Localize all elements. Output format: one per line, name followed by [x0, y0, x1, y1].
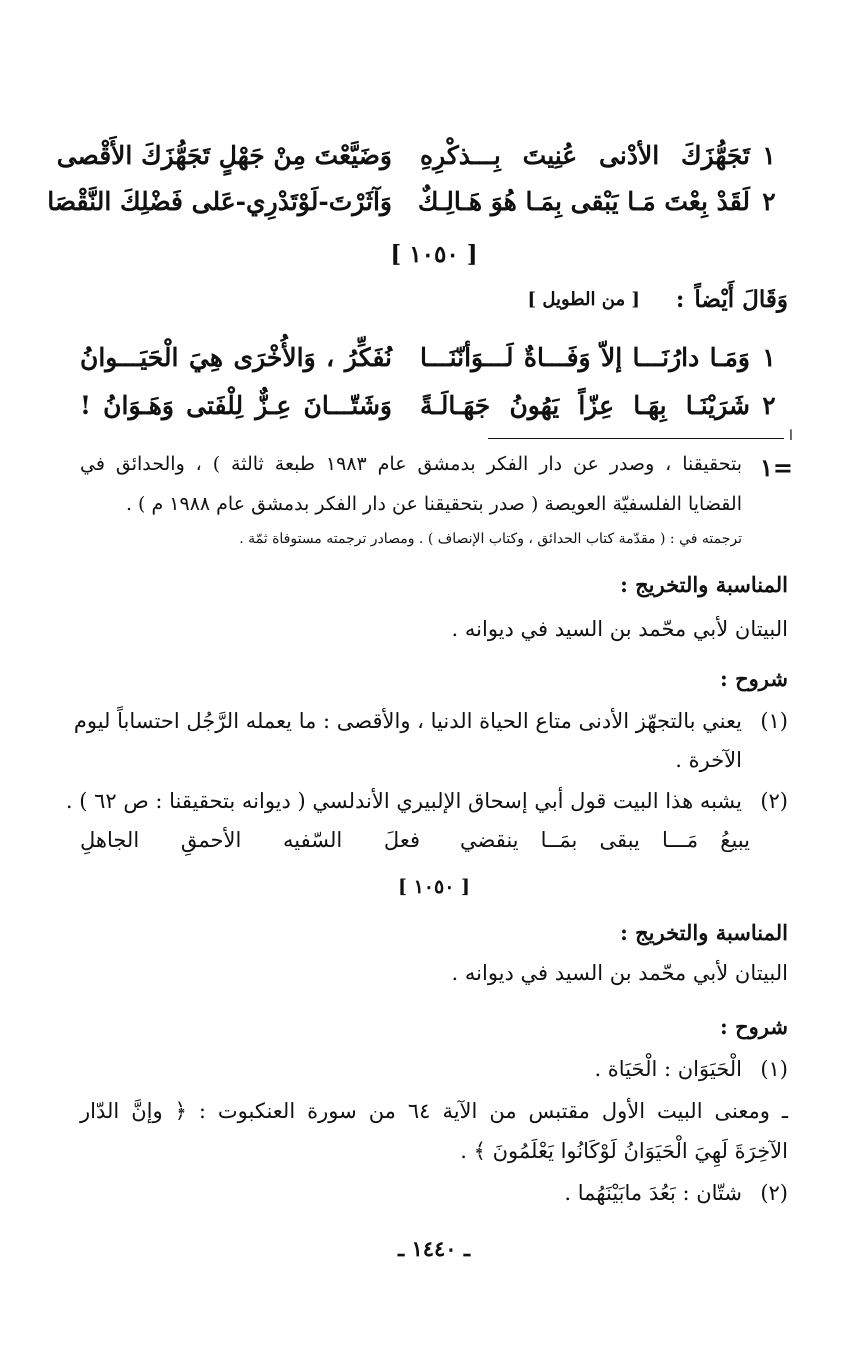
verse-row: [80, 336, 788, 380]
note-item: [80, 1052, 788, 1086]
section-heading: [ ١٠٥٠ ]: [397, 876, 471, 898]
page-number: ـ ١٤٤٠ ـ: [397, 1236, 471, 1261]
notes-text: البيتان لأبي محّمد بن السيد في ديوانه .: [451, 961, 788, 985]
note-text-continued: الآخرة .: [675, 748, 742, 772]
note-text: يشبه هذا البيت قول أبي إسحاق الإلبيري الأندلسي ( ديوانه بتحقيقنا : ص ٦٢ ) .: [65, 789, 742, 813]
note-text: الْحَيَوَان : الْحَيَاة .: [594, 1057, 742, 1081]
footnote-separator: [488, 438, 784, 439]
notes-heading: المناسبة والتخريج :: [620, 920, 788, 945]
verse-first-hemistich: تَجَهُّزَكَ الأدْنى عُنِيتَ بِـــذكْرِهِ: [420, 141, 750, 170]
verse-row: [47, 180, 788, 224]
verse-number: ٢: [762, 391, 776, 420]
note-text: يعني بالتجهّز الأدنى متاع الحياة الدنيا ، والأقصى : ما يعمله الرَّجُل احتساباً ليوم: [73, 709, 742, 733]
poem-meter: [ من الطويل ]: [527, 288, 640, 310]
footnote-tick: ا: [789, 428, 793, 444]
verse-second-hemistich: وَآثَرْتَ-لَوْتَدْرِي-عَلى فَضْلِكَ النَّقْصَا: [47, 187, 392, 216]
shuruh-heading: شروح :: [720, 1014, 788, 1039]
note-item: [73, 704, 788, 738]
note-item: [65, 784, 788, 818]
poem-intro-text: وَقَالَ أَيْضاً: [694, 285, 788, 313]
note-paragraph: ـ ومعنى البيت الأول مقتبس من الآية ٦٤ من سورة العنكبوت : ﴿ وإنَّ الدّار: [80, 1099, 788, 1123]
notes-text: البيتان لأبي محّمد بن السيد في ديوانه .: [451, 617, 788, 641]
verse-row: [56, 134, 788, 178]
verse-number: ١: [762, 343, 776, 372]
note-number: (١): [760, 709, 788, 733]
verse-second-hemistich: وَشَتّـــانَ عِـزٌّ لِلْفَتى وَهَـوَانُ !: [80, 391, 392, 420]
notes-heading: المناسبة والتخريج :: [620, 572, 788, 597]
quoted-verse-first: يبيعُ مَـــا يبقى بمَــا ينقضي: [460, 828, 750, 852]
verse-number: ١: [762, 141, 776, 170]
footnote-marker: ١=: [760, 453, 793, 482]
verse-first-hemistich: لَقَدْ بِعْتَ مَـا يَبْقى بِمَـا هُوَ هَـالِـكٌ: [417, 187, 750, 216]
quoted-verse: [80, 818, 788, 862]
poem-intro: [80, 282, 788, 316]
footnote-line: القضايا الفلسفيّة العويصة ( صدر بتحقيقنا عن دار الفكر بدمشق عام ١٩٨٨ م ) .: [125, 493, 742, 515]
verse-second-hemistich: وَضَيَّعْتَ مِنْ جَهْلٍ تَجَهُّزَكَ الأَقْصى: [56, 141, 392, 170]
verse-first-hemistich: شَرَيْنَـا بِهَـا عِزّاً يَهُونُ جَهَـالَـةً: [420, 391, 750, 420]
verse-row: [80, 384, 788, 428]
shuruh-heading: شروح :: [720, 666, 788, 691]
verse-first-hemistich: وَمَـا دارُنَـــا إلاّ وَفَـــاةٌ لَـــوَأنّنَـــا: [420, 343, 750, 372]
note-paragraph: الآخِرَةَ لَهِيَ الْحَيَوَانُ لَوْكَانُوا يَعْلَمُونَ ﴾ .: [460, 1139, 788, 1163]
note-item: [80, 1176, 788, 1210]
verse-number: ٢: [762, 187, 776, 216]
poem-intro-colon: :: [675, 285, 685, 313]
footnote-line: ترجمته في : ( مقدّمة كتاب الحدائق ، وكتاب الإنصاف ) . ومصادر ترجمته مستوفاة ثمّة .: [239, 531, 742, 547]
note-number: (٢): [760, 1181, 788, 1205]
note-text: شتّان : بَعُدَ مابَيْنَهُما .: [564, 1181, 742, 1205]
note-number: (٢): [760, 789, 788, 813]
footnote-line: بتحقيقنا ، وصدر عن دار الفكر بدمشق عام ١٩٨٣ طبعة ثالثة ) ، والحدائق في: [80, 453, 742, 475]
quoted-verse-second: فعلَ السّفيه الأحمقِ الجاهلِ: [80, 828, 420, 852]
note-number: (١): [760, 1057, 788, 1081]
verse-second-hemistich: نُفَكِّرُ ، وَالأُخْرَى هِيَ الْحَيَـــوانُ: [80, 343, 392, 372]
section-heading: [ ١٠٥٠ ]: [390, 241, 478, 268]
